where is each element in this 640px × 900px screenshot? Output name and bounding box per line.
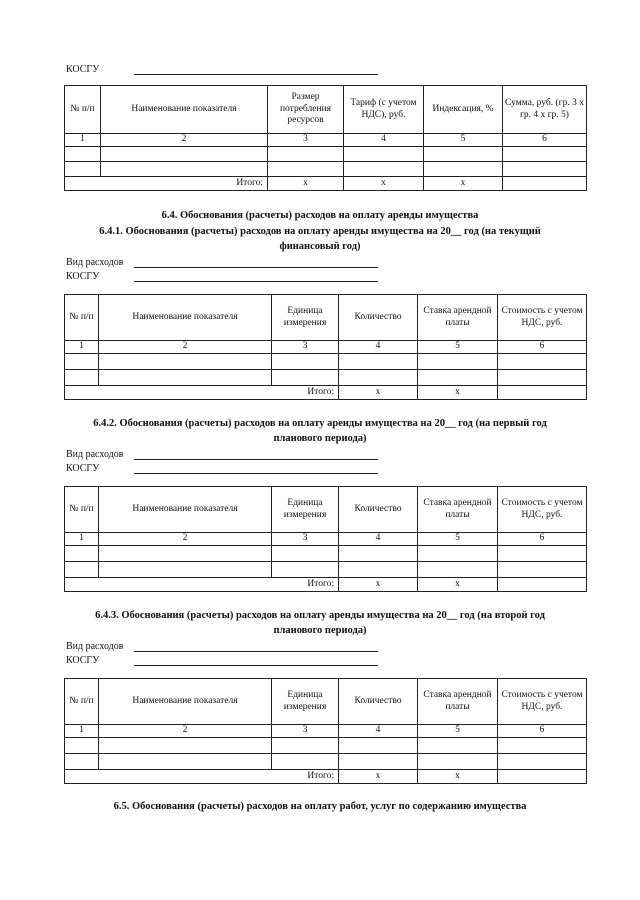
total-mark: x bbox=[424, 177, 503, 191]
column-header: Единица измерения bbox=[272, 679, 339, 725]
column-number: 1 bbox=[65, 533, 99, 546]
column-header: Стоимость с учетом НДС, руб. bbox=[498, 487, 587, 533]
utilities-table bbox=[64, 85, 587, 191]
rent-table-second-plan-year bbox=[64, 678, 587, 784]
rent-table-first-plan-year bbox=[64, 486, 587, 592]
total-label: Итого: bbox=[65, 386, 339, 400]
subsection-heading-line1: 6.4.2. Обоснования (расчеты) расходов на оплату аренды имущества на 20__ год (на первый год bbox=[93, 418, 547, 429]
section-6-5-heading: 6.5. Обоснования (расчеты) расходов на оплату работ, услуг по содержанию имущества bbox=[113, 801, 527, 812]
subsection-heading-line1: 6.4.1. Обоснования (расчеты) расходов на оплату аренды имущества на 20__ год (на текущий bbox=[99, 226, 541, 237]
column-number-row bbox=[65, 134, 587, 147]
column-number: 6 bbox=[498, 533, 587, 546]
column-header: Количество bbox=[339, 295, 418, 341]
total-row bbox=[65, 578, 587, 592]
kosgu-fill-line bbox=[134, 281, 378, 282]
column-number: 1 bbox=[65, 725, 99, 738]
column-number: 4 bbox=[339, 341, 418, 354]
expense-type-fill-line bbox=[134, 267, 378, 268]
kosgu-fill-line bbox=[134, 665, 378, 666]
total-row bbox=[65, 386, 587, 400]
kosgu-label: КОСГУ bbox=[66, 64, 100, 75]
column-header: Наименование показателя bbox=[101, 86, 268, 134]
total-mark: x bbox=[418, 770, 498, 784]
column-number-row bbox=[65, 533, 587, 546]
total-mark: x bbox=[339, 578, 418, 592]
table-row bbox=[65, 162, 587, 177]
column-header: Размер потребления ресурсов bbox=[268, 86, 344, 134]
column-number: 4 bbox=[344, 134, 424, 147]
subsection-heading-line2: планового периода) bbox=[273, 625, 367, 636]
column-header: Ставка арендной платы bbox=[418, 679, 498, 725]
column-number: 5 bbox=[418, 341, 498, 354]
total-label: Итого: bbox=[65, 177, 268, 191]
table-header-row bbox=[65, 487, 587, 533]
column-header: Наименование показателя bbox=[99, 295, 272, 341]
column-header: № п/п bbox=[65, 86, 101, 134]
rent-table-current-year bbox=[64, 294, 587, 400]
subsection-heading-line2: финансовый год) bbox=[279, 241, 361, 252]
column-number: 2 bbox=[99, 533, 272, 546]
column-number: 5 bbox=[418, 533, 498, 546]
column-number: 2 bbox=[101, 134, 268, 147]
column-number: 1 bbox=[65, 341, 99, 354]
column-number: 2 bbox=[99, 341, 272, 354]
kosgu-label: КОСГУ bbox=[66, 271, 100, 282]
table-row bbox=[65, 370, 587, 386]
expense-type-label: Вид расходов bbox=[66, 449, 124, 460]
column-header: Ставка арендной платы bbox=[418, 487, 498, 533]
column-header: № п/п bbox=[65, 487, 99, 533]
column-number: 6 bbox=[498, 725, 587, 738]
column-number: 3 bbox=[272, 725, 339, 738]
column-header: Единица измерения bbox=[272, 295, 339, 341]
total-mark: x bbox=[268, 177, 344, 191]
table-row bbox=[65, 562, 587, 578]
table-header-row bbox=[65, 86, 587, 134]
table-header-row bbox=[65, 295, 587, 341]
table-row bbox=[65, 147, 587, 162]
column-number: 4 bbox=[339, 725, 418, 738]
column-header: Ставка арендной платы bbox=[418, 295, 498, 341]
column-header: Тариф (с учетом НДС), руб. bbox=[344, 86, 424, 134]
column-number: 3 bbox=[272, 533, 339, 546]
table-header-row bbox=[65, 679, 587, 725]
column-header: № п/п bbox=[65, 295, 99, 341]
column-number: 2 bbox=[99, 725, 272, 738]
kosgu-fill-line bbox=[134, 473, 378, 474]
expense-type-fill-line bbox=[134, 459, 378, 460]
subsection-heading-line2: планового периода) bbox=[273, 433, 367, 444]
column-number-row bbox=[65, 725, 587, 738]
total-row bbox=[65, 177, 587, 191]
column-header: Индексация, % bbox=[424, 86, 503, 134]
table-row bbox=[65, 354, 587, 370]
column-number: 5 bbox=[418, 725, 498, 738]
column-number-row bbox=[65, 341, 587, 354]
total-mark: x bbox=[418, 578, 498, 592]
table-row bbox=[65, 754, 587, 770]
column-header: Единица измерения bbox=[272, 487, 339, 533]
total-row bbox=[65, 770, 587, 784]
column-header: Наименование показателя bbox=[99, 487, 272, 533]
total-mark: x bbox=[339, 770, 418, 784]
column-header: Стоимость с учетом НДС, руб. bbox=[498, 295, 587, 341]
total-mark: x bbox=[339, 386, 418, 400]
column-header: Количество bbox=[339, 487, 418, 533]
expense-type-fill-line bbox=[134, 651, 378, 652]
kosgu-label: КОСГУ bbox=[66, 655, 100, 666]
total-label: Итого: bbox=[65, 578, 339, 592]
total-mark: x bbox=[344, 177, 424, 191]
column-number: 5 bbox=[424, 134, 503, 147]
expense-type-label: Вид расходов bbox=[66, 257, 124, 268]
column-header: Стоимость с учетом НДС, руб. bbox=[498, 679, 587, 725]
table-row bbox=[65, 546, 587, 562]
column-header: Количество bbox=[339, 679, 418, 725]
column-header: Наименование показателя bbox=[99, 679, 272, 725]
kosgu-fill-line bbox=[134, 74, 378, 75]
total-mark: x bbox=[418, 386, 498, 400]
column-header: Сумма, руб. (гр. 3 х гр. 4 х гр. 5) bbox=[503, 86, 587, 134]
column-header: № п/п bbox=[65, 679, 99, 725]
subsection-heading-line1: 6.4.3. Обоснования (расчеты) расходов на оплату аренды имущества на 20__ год (на второй год bbox=[95, 610, 545, 621]
table-row bbox=[65, 738, 587, 754]
column-number: 4 bbox=[339, 533, 418, 546]
kosgu-label: КОСГУ bbox=[66, 463, 100, 474]
column-number: 1 bbox=[65, 134, 101, 147]
expense-type-label: Вид расходов bbox=[66, 641, 124, 652]
column-number: 6 bbox=[498, 341, 587, 354]
total-label: Итого: bbox=[65, 770, 339, 784]
column-number: 6 bbox=[503, 134, 587, 147]
column-number: 3 bbox=[272, 341, 339, 354]
section-6-4-heading: 6.4. Обоснования (расчеты) расходов на оплату аренды имущества bbox=[161, 210, 479, 221]
column-number: 3 bbox=[268, 134, 344, 147]
